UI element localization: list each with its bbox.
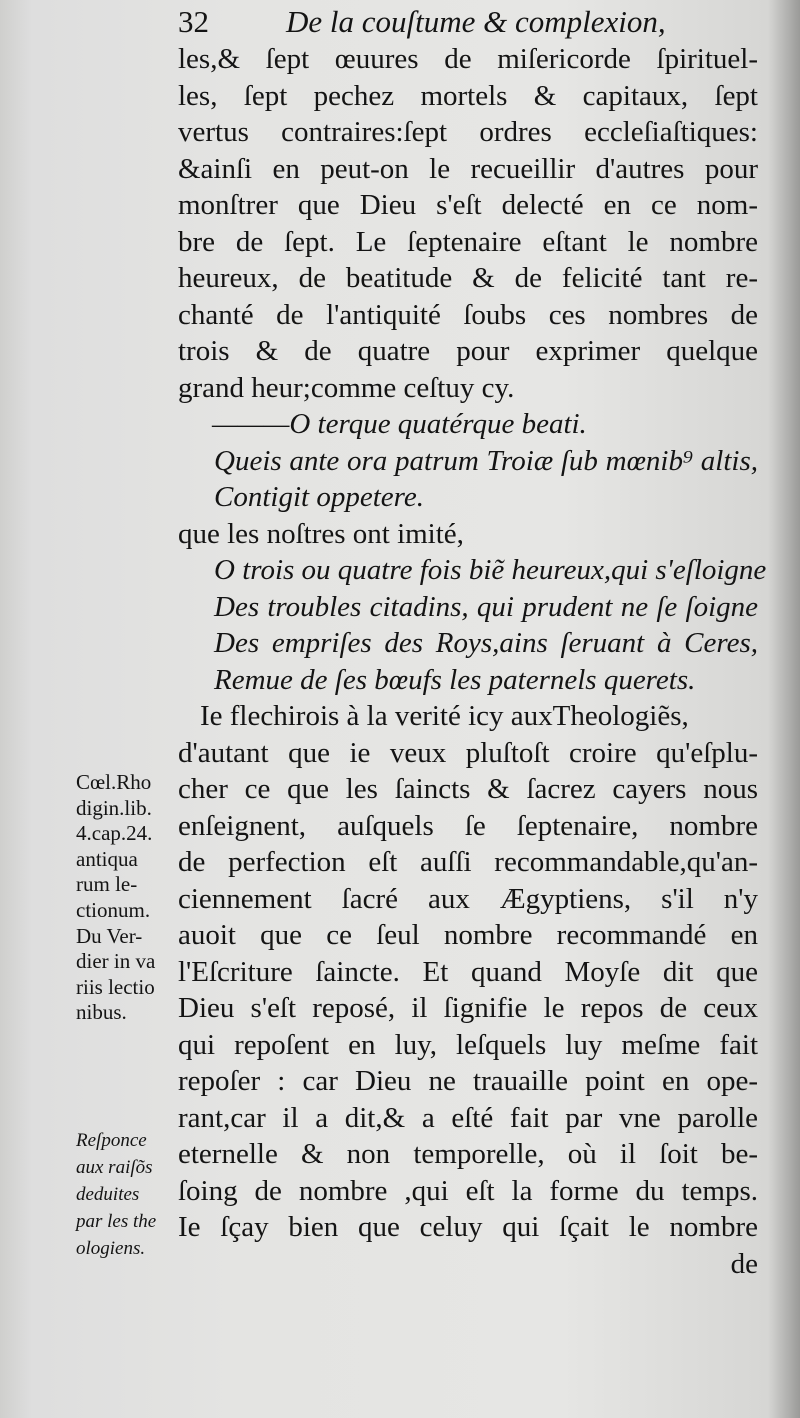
text-line: Contigit oppetere.: [214, 481, 424, 513]
text-line: Remue de ſes bœufs les paternels querets.: [214, 663, 696, 696]
text-line: Ie flechirois à la verité icy auxTheologiẽs,: [200, 700, 689, 732]
margin-note-response: [76, 1127, 184, 1262]
text-line: ———O terque quatérque beati.: [212, 408, 587, 440]
text-line: ciennement ſacré aux Ægyptiens, s'il n'y: [178, 882, 758, 915]
text-line: d'autant que ie veux pluſtoſt croire qu'eſplu-: [178, 736, 758, 769]
margin-note-line: digin.lib.: [76, 795, 152, 820]
text-line: Dieu s'eſt reposé, il ſignifie le repos de ceux: [178, 992, 758, 1024]
text-line: l'Eſcriture ſaincte. Et quand Moyſe dit que: [178, 955, 758, 988]
text-line: Des troubles citadins, qui prudent ne ſe ſoigne: [214, 590, 758, 623]
text-line: les, ſept pechez mortels & capitaux, ſept: [178, 79, 758, 112]
text-line: grand heur;comme ceſtuy cy.: [178, 371, 515, 404]
text-line: bre de ſept. Le ſeptenaire eſtant le nombre: [178, 225, 758, 258]
text-line: heureux, de beatitude & de felicité tant re-: [178, 262, 758, 294]
margin-note-line: antiqua: [76, 846, 138, 871]
page-header: [178, 4, 758, 40]
text-line: repoſer : car Dieu ne trauaille point en ope-: [178, 1065, 758, 1097]
body-text: [178, 41, 767, 1282]
text-line: trois & de quatre pour exprimer quelque: [178, 335, 758, 367]
margin-note-line: riis lectio: [76, 974, 155, 999]
margin-note-line: Du Ver-: [76, 923, 143, 948]
text-line: eternelle & non temporelle, où il ſoit be-: [178, 1138, 758, 1170]
margin-note-line: nibus.: [76, 1000, 127, 1025]
margin-note-line: dier in va: [76, 949, 156, 974]
margin-note-line: Cœl.Rho: [76, 770, 152, 794]
margin-note-line: Reſponce: [76, 1130, 147, 1151]
margin-note-line: rum le-: [76, 872, 138, 897]
text-line: Queis ante ora patrum Troiæ ſub mœnib⁹ altis,: [214, 444, 758, 477]
text-line: chanté de l'antiquité ſoubs ces nombres de: [178, 298, 758, 331]
text-line: vertus contraires:ſept ordres eccleſiaſtiques:: [178, 116, 758, 148]
text-line: Des empriſes des Roys,ains ſeruant à Ceres,: [214, 627, 758, 659]
text-line: rant,car il a dit,& a eſté fait par vne parolle: [178, 1101, 758, 1134]
text-line: de: [730, 1247, 758, 1280]
running-title: De la couſtume & complexion,: [286, 4, 666, 39]
text-line: ſoing de nombre ,qui eſt la forme du temps.: [178, 1174, 758, 1207]
text-line: enſeignent, auſquels ſe ſeptenaire, nombre: [178, 809, 758, 842]
text-line: monſtrer que Dieu s'eſt delecté en ce nom-: [178, 189, 758, 221]
text-line: auoit que ce ſeul nombre recommandé en: [178, 919, 758, 951]
margin-note-citation: [76, 770, 184, 1026]
text-line: Ie ſçay bien que celuy qui ſçait le nombre: [178, 1211, 758, 1243]
text-line: cher ce que les ſaincts & ſacrez cayers nous: [178, 773, 758, 805]
page-number: 32: [178, 4, 209, 39]
margin-note-line: 4.cap.24.: [76, 821, 153, 846]
text-line: qui repoſent en luy, leſquels luy meſme fait: [178, 1028, 758, 1061]
margin-note-line: ologiens.: [76, 1238, 146, 1259]
text-line: O trois ou quatre fois biẽ heureux,qui s'eſloigne: [214, 554, 767, 586]
text-line: les,& ſept œuures de miſericorde ſpirituel-: [178, 43, 758, 75]
margin-note-line: aux raiſõs: [76, 1157, 153, 1178]
text-line: que les noſtres ont imité,: [178, 517, 464, 550]
margin-note-line: ctionum.: [76, 897, 151, 922]
margin-note-line: par les the: [76, 1211, 157, 1232]
text-line: de perfection eſt auſſi recommandable,qu'an-: [178, 846, 758, 878]
margin-note-line: deduites: [76, 1184, 140, 1205]
text-line: &ainſi en peut-on le recueillir d'autres pour: [178, 152, 758, 185]
